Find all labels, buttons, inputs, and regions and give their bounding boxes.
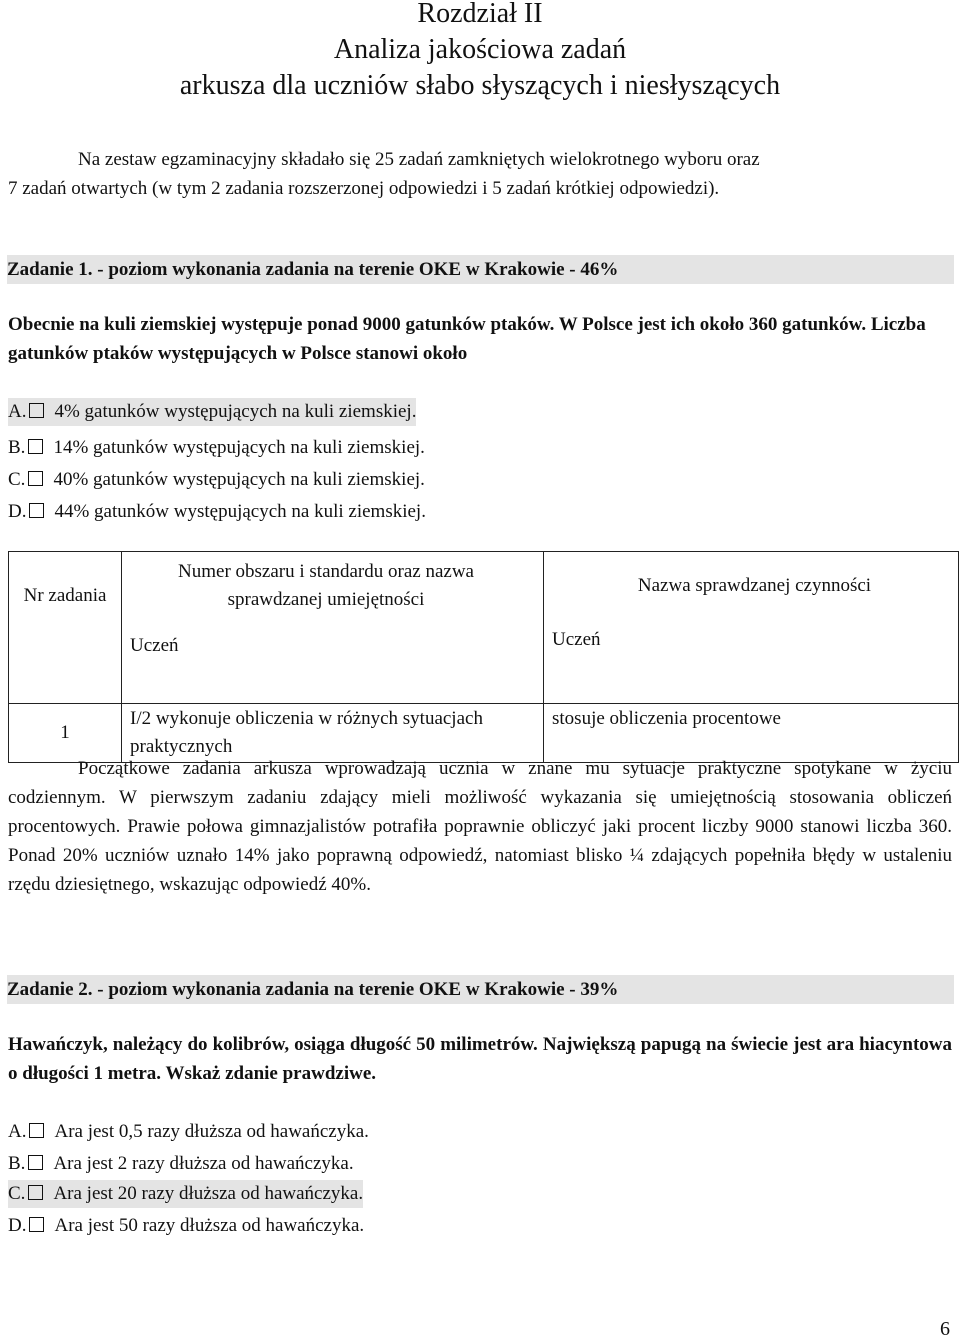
- option-text: 14% gatunków występujących na kuli ziemskiej.: [53, 437, 425, 458]
- option-letter: A.: [8, 1121, 27, 1142]
- intro-line-2: 7 zadań otwartych (w tym 2 zadania rozszerzonej odpowiedzi i 5 zadań krótkiej odpowiedzi).: [8, 178, 720, 199]
- checkbox-icon[interactable]: [29, 1217, 44, 1232]
- task-1-description: Początkowe zadania arkusza wprowadzają ucznia w znane mu sytuacje praktyczne spotykane w życiu codziennym. W pierwszym zadaniu zdający mieli możliwość wykazania się umiejętnością stosowania obliczeń procentowych. Prawie połowa gimnazjalistów potrafiła poprawnie obliczyć jaki procent liczby 9000 stanowi liczba 360. Ponad 20% uczniów uznało 14% jako poprawną odpowiedź, natomiast blisko ¼ zdających popełniła błędy w ustaleniu rzędu dziesiętnego, wskazując odpowiedź 40%.: [8, 758, 952, 895]
- intro-paragraph: [8, 145, 952, 203]
- option-letter: B.: [8, 437, 26, 458]
- task-2-option-b[interactable]: [8, 1150, 354, 1178]
- option-text: 4% gatunków występujących na kuli ziemskiej.: [54, 401, 417, 422]
- checkbox-icon[interactable]: [28, 471, 43, 486]
- task-1-option-c[interactable]: [8, 466, 425, 494]
- task-1-option-a[interactable]: [8, 398, 416, 426]
- page-number: 6: [940, 1318, 950, 1340]
- table-header-nr: Nr zadania: [9, 552, 122, 704]
- checkbox-icon[interactable]: [29, 1123, 44, 1138]
- task-2-option-c[interactable]: [8, 1180, 363, 1208]
- option-text: 40% gatunków występujących na kuli ziemskiej.: [53, 469, 425, 490]
- checkbox-icon[interactable]: [29, 503, 44, 518]
- standards-table: [8, 551, 959, 763]
- task-1-option-b[interactable]: [8, 434, 425, 462]
- table-cell-activity: stosuje obliczenia procentowe: [544, 704, 959, 763]
- option-text: Ara jest 2 razy dłuższa od hawańczyka.: [53, 1153, 354, 1174]
- uczen-label: Uczeń: [552, 629, 601, 650]
- option-letter: A.: [8, 401, 27, 422]
- option-letter: D.: [8, 1215, 27, 1236]
- uczen-label: Uczeń: [130, 635, 179, 656]
- table-header-activity: Nazwa sprawdzanej czynności Uczeń: [544, 552, 959, 704]
- task-1-question: Obecnie na kuli ziemskiej występuje ponad 9000 gatunków ptaków. W Polsce jest ich około 360 gatunków. Liczba gatunków ptaków występujących w Polsce stanowi około: [8, 314, 926, 364]
- table-header-standard: Numer obszaru i standardu oraz nazwa sprawdzanej umiejętności Uczeń: [122, 552, 544, 704]
- option-letter: B.: [8, 1153, 26, 1174]
- option-letter: D.: [8, 501, 27, 522]
- checkbox-icon[interactable]: [28, 1185, 43, 1200]
- task-2-question: Hawańczyk, należący do kolibrów, osiąga długość 50 milimetrów. Największą papugą na świecie jest ara hiacyntowa o długości 1 metra. Wskaż zdanie prawdziwe.: [8, 1034, 952, 1084]
- intro-line-1: Na zestaw egzaminacyjny składało się 25 zadań zamkniętych wielokrotnego wyboru oraz: [78, 149, 760, 170]
- chapter-subtitle-2: arkusza dla uczniów słabo słyszących i niesłyszących: [179, 70, 781, 101]
- option-text: Ara jest 50 razy dłuższa od hawańczyka.: [54, 1215, 365, 1236]
- option-text: 44% gatunków występujących na kuli ziemskiej.: [54, 501, 426, 522]
- option-letter: C.: [8, 1183, 26, 1204]
- option-text: Ara jest 20 razy dłuższa od hawańczyka.: [53, 1183, 364, 1204]
- checkbox-icon[interactable]: [28, 439, 43, 454]
- task-2-option-a[interactable]: [8, 1118, 369, 1146]
- chapter-title: Rozdział II: [417, 0, 543, 29]
- checkbox-icon[interactable]: [28, 1155, 43, 1170]
- checkbox-icon[interactable]: [29, 403, 44, 418]
- table-cell-nr: 1: [9, 704, 122, 763]
- chapter-subtitle: Analiza jakościowa zadań: [333, 34, 627, 65]
- task-2-heading: Zadanie 2. - poziom wykonania zadania na terenie OKE w Krakowie - 39%: [7, 975, 954, 1004]
- option-text: Ara jest 0,5 razy dłuższa od hawańczyka.: [54, 1121, 369, 1142]
- task-1-heading: Zadanie 1. - poziom wykonania zadania na terenie OKE w Krakowie - 46%: [7, 255, 954, 284]
- task-2-option-d[interactable]: [8, 1212, 364, 1240]
- table-cell-standard: I/2 wykonuje obliczenia w różnych sytuacjach praktycznych: [122, 704, 544, 763]
- option-letter: C.: [8, 469, 26, 490]
- task-1-option-d[interactable]: [8, 498, 426, 526]
